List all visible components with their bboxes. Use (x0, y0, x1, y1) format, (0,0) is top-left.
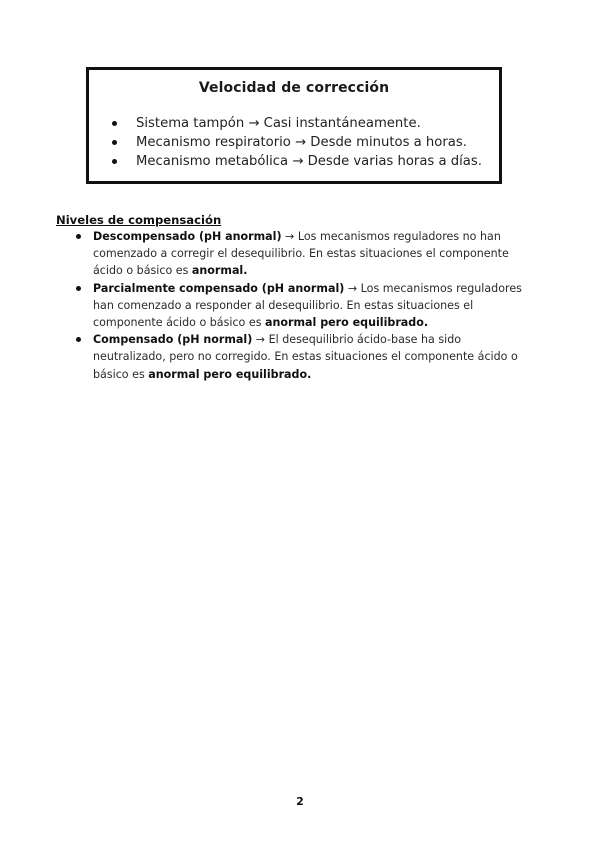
page-number: 2 (296, 795, 304, 808)
item-text: → Los mecanismos reguladores han comenzado a responder al desequilibrio. En estas situaciones el componente ácido o básico es (93, 281, 522, 330)
item-emphasis: anormal pero equilibrado. (265, 316, 429, 330)
item-label: Parcialmente compensado (pH anormal) (93, 281, 345, 295)
bullet-icon (76, 234, 81, 239)
item-text: → Los mecanismos reguladores no han comenzado a corregir el desequilibrio. En estas situaciones el componente ácido o básico es (93, 230, 509, 278)
list-item (89, 114, 482, 133)
bullet-icon (76, 337, 81, 342)
item-label: Compensado (pH normal) (93, 333, 253, 347)
niveles-section (56, 212, 536, 383)
list-item (56, 280, 536, 332)
niveles-title: Niveles de compensación (56, 213, 222, 227)
niveles-list (56, 228, 536, 383)
bullet-icon (112, 140, 117, 145)
velocidad-box (86, 67, 502, 184)
item-emphasis: anormal. (191, 264, 248, 278)
list-item (56, 228, 536, 280)
velocidad-list (89, 114, 482, 171)
bullet-icon (112, 159, 117, 164)
velocidad-item-text: Mecanismo respiratorio → Desde minutos a horas. (136, 135, 467, 150)
bullet-icon (112, 121, 117, 126)
item-emphasis: anormal pero equilibrado. (148, 367, 312, 381)
item-label: Descompensado (pH anormal) (93, 230, 282, 243)
velocidad-item-text: Mecanismo metabólica → Desde varias horas a días. (136, 154, 482, 169)
item-text: → El desequilibrio ácido-base ha sido neutralizado, pero no corregido. En estas situaciones el componente ácido o básico es (93, 333, 518, 381)
velocidad-item-text: Sistema tampón → Casi instantáneamente. (136, 116, 421, 131)
list-item (89, 133, 482, 152)
list-item (56, 331, 536, 383)
list-item (89, 152, 482, 171)
bullet-icon (76, 286, 81, 291)
velocidad-title: Velocidad de corrección (198, 80, 390, 96)
